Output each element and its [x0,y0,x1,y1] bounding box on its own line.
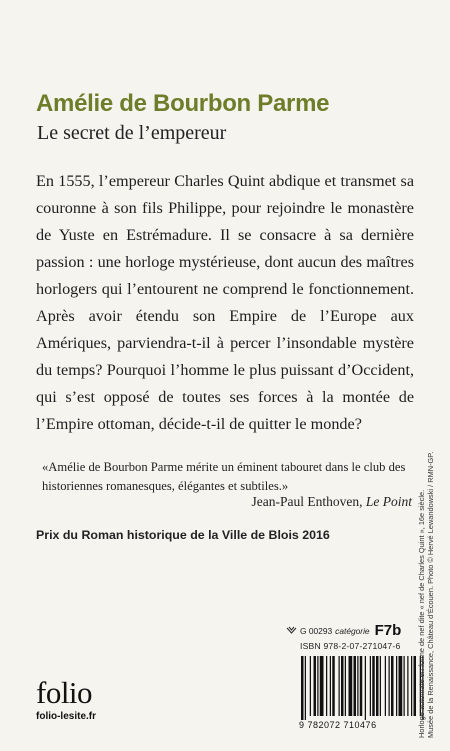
isbn: ISBN 978-2-07-271047-6 [300,641,401,651]
category-row [286,622,418,639]
author-name: Amélie de Bourbon Parme [36,90,330,117]
category-label: catégorie [335,625,370,636]
barcode-bars [293,654,433,720]
press-quote: «Amélie de Bourbon Parme mérite un éminent tabouret dans le club des historiennes romanesques, élégantes et subtiles.» [42,460,406,493]
publisher-logo: folio [36,675,93,710]
quote-source: Le Point [365,494,412,509]
prize-line: Prix du Roman historique de la Ville de Blois 2016 [36,528,330,542]
book-pictogram-icon [286,626,297,635]
credit-line-2: Musée de la Renaissance, Château d’Écouen. Photo © Hervé Lewandowski / RMN-GP. [426,451,435,738]
quote-attribution [252,494,412,510]
image-credit [417,438,435,738]
book-title: Le secret de l’empereur [37,122,227,144]
credit-line-1: Horloge automate en forme de nef dite « nef de Charles Quint », 16e siècle. [417,489,426,738]
product-code: G 00293 [300,625,333,636]
quote-author: Jean-Paul Enthoven, [251,494,363,509]
category-code: F7b [374,622,402,639]
barcode-digits: 9 782072 710476 [299,720,377,730]
synopsis-text: En 1555, l’empereur Charles Quint abdique et transmet sa couronne à son fils Philippe, pour rejoindre le monastère de Yuste en Estrémadure. Il se consacre à sa dernière passion : une horloge mystérieuse, dont aucun des maîtres horlogers qui l’entourent ne comprend le fonctionnement. Après avoir étendu son Empire de l’Europe aux Amériques, parviendra-t-il à percer l’insondable mystère du temps? Pourquoi l’homme le plus puissant d’Occident, qui s’est opposé de toutes ses forces à la montée de l’Empire ottoman, décide-t-il de quitter le monde? [36,172,414,433]
publisher-website: folio-lesite.fr [36,711,97,722]
barcode [293,654,433,734]
